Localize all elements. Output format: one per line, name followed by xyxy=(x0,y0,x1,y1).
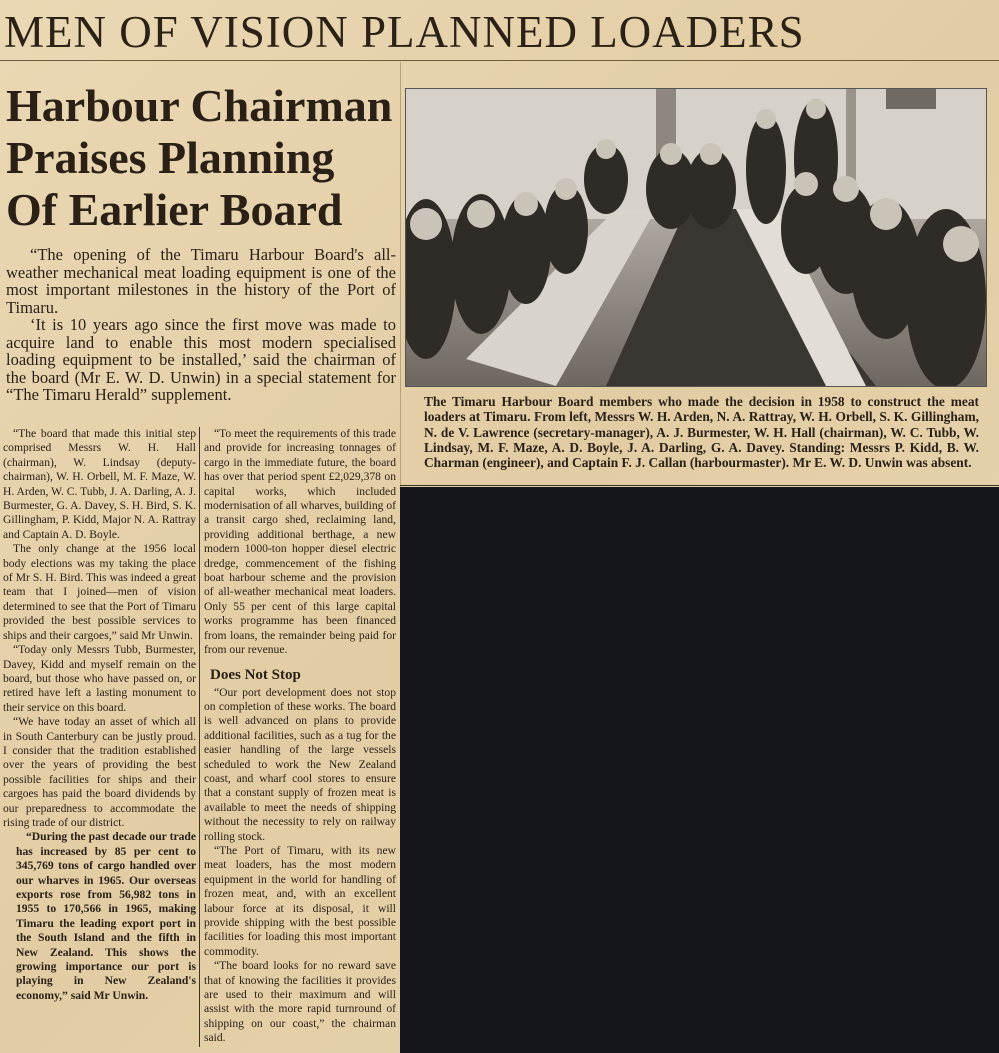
board-members-photo xyxy=(405,88,987,387)
paragraph: “Today only Messrs Tubb, Burmester, Davey, Kidd and myself remain on the board, but those who have passed on, or retired have left a lasting monument to their service on this board. xyxy=(3,643,196,714)
intro-paragraph: “The opening of the Timaru Harbour Board's all-weather mechanical meat loading equipment is one of the most important milestones in the history of the Port of Timaru. xyxy=(6,245,396,317)
paragraph: “The Port of Timaru, with its new meat loaders, has the most modern equipment in the world for handling of frozen meat, and, with an excellent labour force at its disposal, it will provide shipping with the best possible facilities for loading this most important commodity. xyxy=(204,843,396,958)
article-column-2 xyxy=(204,427,396,1046)
paragraph: The only change at the 1956 local body elections was my taking the place of Mr S. H. Bird. This was indeed a great team that I joined—men of vision determined to see that the Port of Timaru provided the best possible services to ships and their cargoes,” said Mr Unwin. xyxy=(3,542,196,642)
intro-paragraph: ‘It is 10 years ago since the first move was made to acquire land to enable this most modern specialised loading equipment to be installed,’ said the chairman of the board (Mr E. W. D. Unwin) in a special statement for “The Timaru Herald” supplement. xyxy=(6,315,396,404)
caption-rule xyxy=(400,485,999,486)
column-divider xyxy=(199,427,200,1047)
photo-image xyxy=(406,89,986,386)
subhead-line: Praises Planning xyxy=(6,132,335,183)
paragraph: “Our port development does not stop on completion of these works. The board is well advanced on plans to provide additional facilities, such as a tug for the easier handling of the large vessels scheduled to work the New Zealand coast, and wharf cool stores to ensure that a constant supply of frozen meat is available to meet the needs of shipping without the necessity to rely on railway rolling stock. xyxy=(204,685,396,843)
subhead-line: Of Earlier Board xyxy=(6,184,343,235)
headline-rule xyxy=(0,60,999,61)
intro-text xyxy=(6,246,396,404)
column-divider xyxy=(400,62,401,487)
scan-background xyxy=(400,487,999,1053)
section-heading: Does Not Stop xyxy=(210,666,301,683)
article-column-1 xyxy=(3,427,196,1003)
subhead-line: Harbour Chairman xyxy=(6,80,393,131)
headline: MEN OF VISION PLANNED LOADERS xyxy=(4,7,805,57)
paragraph-highlight: “During the past decade our trade has increased by 85 per cent to 345,769 tons of cargo handled over our wharves in 1965. Our overseas exports rose from 56,982 tons in 1955 to 170,566 in 1965, making Timaru the leading export port in the South Island and the fifth in New Zealand. This shows the growing importance our port is playing in New Zealand's economy,” said Mr Unwin. xyxy=(16,830,196,1002)
photo-caption: The Timaru Harbour Board members who made the decision in 1958 to construct the meat loaders at Timaru. From left, Messrs W. H. Arden, N. A. Rattray, W. H. Orbell, S. K. Gillingham, N. de V. Lawrence (secretary-manager), A. J. Burmester, W. H. Hall (chairman), W. C. Tubb, W. Lindsay, M. F. Maze, A. D. Boyle, J. A. Darling, G. A. Davey. Standing: Messrs P. Kidd, B. W. Charman (engineer), and Captain F. J. Callan (harbourmaster). Mr E. W. D. Unwin was absent. xyxy=(424,394,979,471)
paragraph: “To meet the requirements of this trade and provide for increasing tonnages of cargo in the immediate future, the board has over that period spent £2,029,378 on capital works, which included modernisation of all wharves, building of a transit cargo shed, reclaiming land, providing additional berthage, a new modern 1000-ton hopper diesel electric dredge, commencement of the fishing boat harbour scheme and the provision of all-weather mechanical meat loaders. Only 55 per cent of this large capital works programme has been financed from loans, the remainder being paid for from our revenue. xyxy=(204,427,396,657)
paragraph: “The board that made this initial step comprised Messrs W. H. Hall (chairman), W. Lindsay (deputy-chairman), W. H. Orbell, M. F. Maze, W. H. Arden, W. C. Tubb, J. A. Darling, A. J. Burmester, G. A. Davey, S. H. Bird, S. K. Gillingham, P. Kidd, Major N. A. Rattray and Captain A. D. Boyle. xyxy=(3,427,196,541)
subheadline xyxy=(6,80,396,236)
paragraph: “We have today an asset of which all in South Canterbury can be justly proud. I consider that the tradition established over the years of providing the best possible facilities for ships and their cargoes has paid the board dividends by our preparedness to accommodate the rising trade of our district. xyxy=(3,715,196,829)
paragraph: “The board looks for no reward save that of knowing the facilities it provides are used to their maximum and will assist with the more rapid turnround of shipping on our coast,” the chairman said. xyxy=(204,959,396,1045)
